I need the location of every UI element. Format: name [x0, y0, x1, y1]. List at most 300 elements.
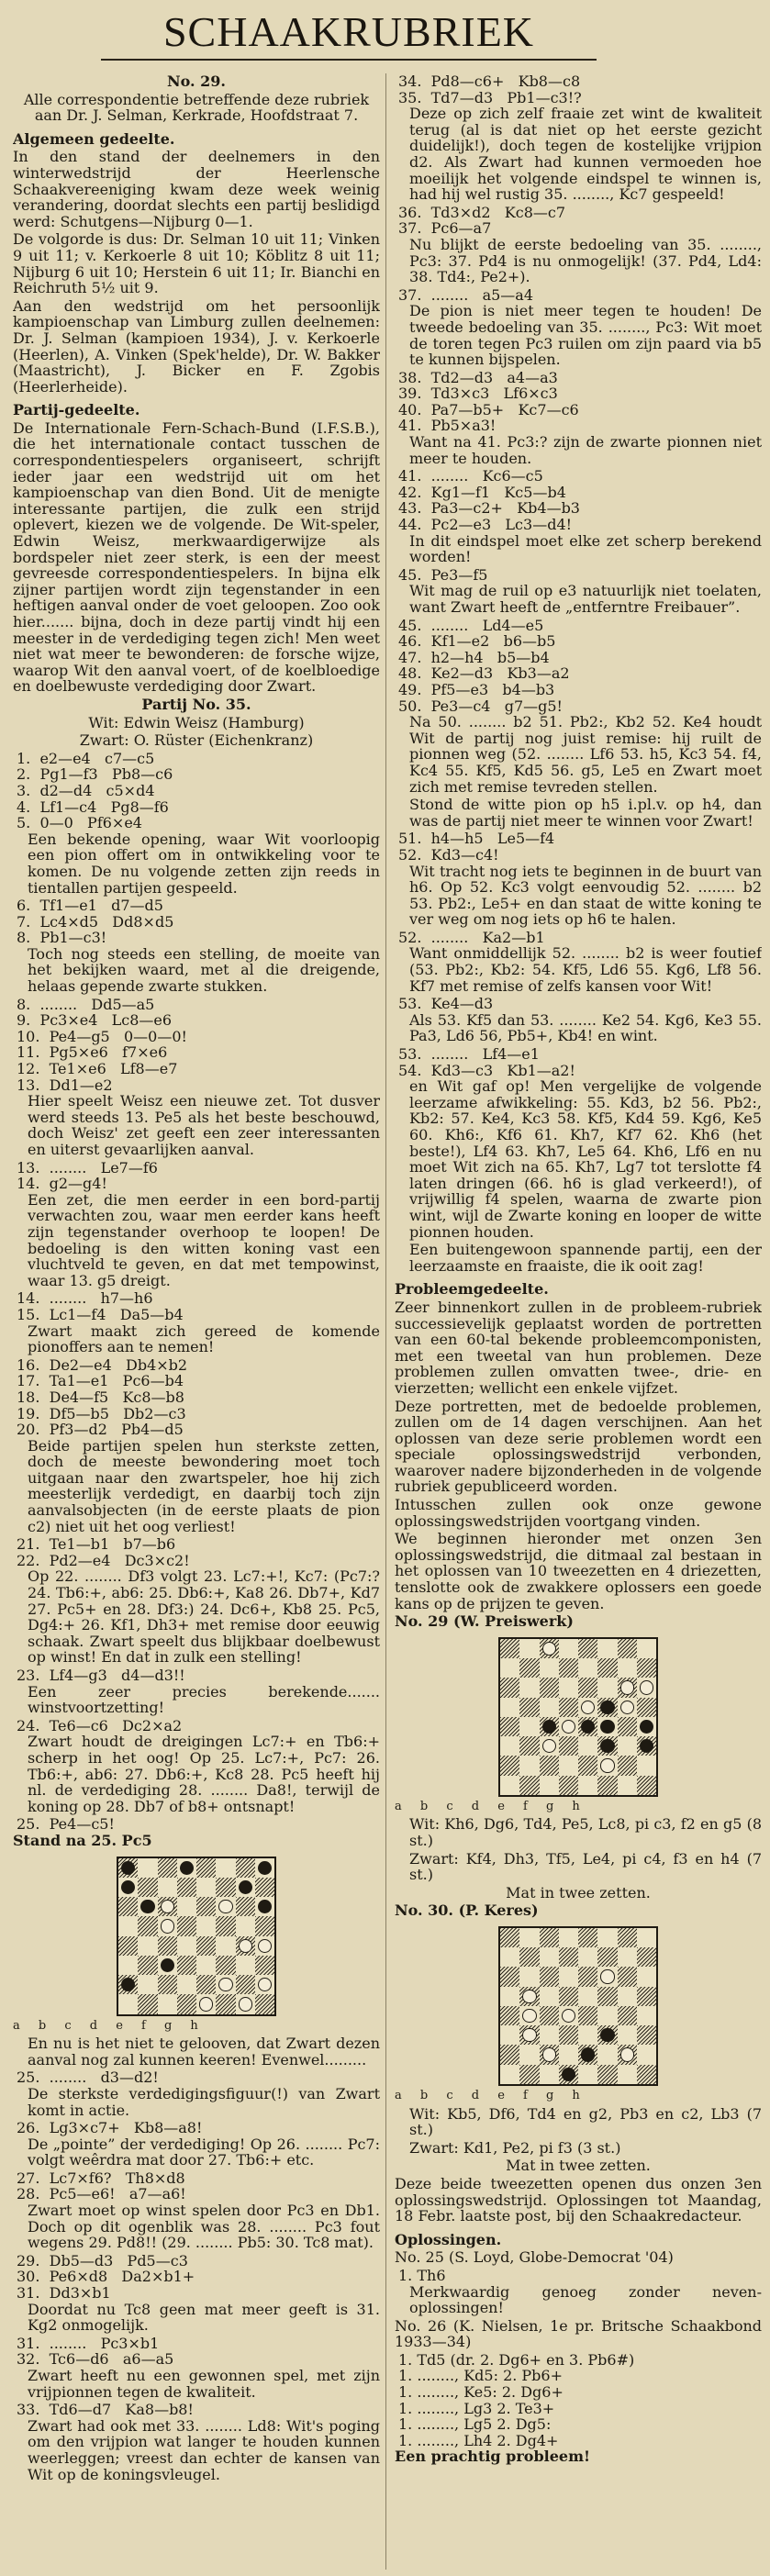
move: 6. Tf1—e1 d7—d5 — [17, 897, 163, 915]
board-square — [540, 1776, 559, 1795]
comment: Een buitengewoon spannende partij, een der leerzaamste en fraaiste, die ik ooit zag! — [409, 1241, 762, 1275]
move: 14. g2—g4! — [17, 1175, 107, 1193]
board-square — [158, 1897, 177, 1916]
move: 32. Tc6—d6 a6—a5 — [17, 2350, 174, 2369]
board-square — [138, 1975, 157, 1994]
comment: Beide partijen spelen hun sterkste zetten, doch de meeste bewondering moet toch uitgaan naar den zwartspeler, hoe hij zich meesterlijk verdedigt, en daarbij toch zijn aanvalsobjecten (in de eerste plaats de pion c2) niet uit het oog verliest! — [28, 1436, 380, 1535]
board-square — [177, 1858, 196, 1878]
board-square — [637, 2045, 656, 2064]
solution-line: 1. ........, Lg3 2. Te3+ — [398, 2399, 555, 2417]
move: 53. Ke4—d3 — [398, 995, 494, 1013]
board-square — [196, 1936, 216, 1956]
problem-30-black: Zwart: Kd1, Pe2, pi f3 (3 st.) — [409, 2138, 621, 2157]
white-piece-icon — [239, 1939, 252, 1953]
move: 15. Lc1—f4 Da5—b4 — [17, 1305, 184, 1323]
black-player: Zwart: O. Rüster (Eichenkranz) — [79, 731, 314, 750]
board-square — [519, 1776, 539, 1795]
comment: Zwart houdt de dreigingen Lc7:+ en Tb6:+ scherp in het oog! Op 25. Lc7:+, Pc7: 26. Tb6:+, ab6: 27. Db6:+, Kc8 28. Pc5 heeft hij nl. de verdediging 28. ........ Da8!, terwijl de koning op 28. Db7 of b8+ ontsnapt! — [28, 1733, 380, 1815]
issue-number: No. 29. — [167, 73, 226, 90]
white-piece-icon — [542, 1642, 556, 1656]
board-square — [540, 1967, 559, 1986]
solution-line: No. 25 (S. Loyd, Globe-Democrat '04) — [395, 2248, 674, 2267]
move: 44. Pc2—e3 Lc3—d4! — [398, 516, 573, 534]
game-title: Partij No. 35. — [141, 695, 251, 713]
black-piece-icon — [258, 1861, 272, 1875]
board-square — [118, 1975, 138, 1994]
board-square — [618, 1698, 637, 1717]
paragraph: Deze portretten, met de bedoelde problemen, zullen om de 14 dagen verschijnen. Aan het oplossen van deze serie problemen wordt een speciale oplossingswedstrijd verbonden, waarover nadere bijzonderheden in de volgende rubriek gepubliceerd worden. — [395, 1397, 762, 1496]
board-square — [540, 1947, 559, 1967]
black-piece-icon — [180, 1861, 194, 1875]
board-square — [637, 1967, 656, 1986]
move: 11. Pg5×e6 f7×e6 — [17, 1043, 168, 1062]
problem-30-title: No. 30. (P. Keres) — [395, 1901, 539, 1920]
board-square — [138, 1936, 157, 1956]
problem-29-white: Wit: Kh6, Dg6, Td4, Pe5, Lc8, pi c3, f2 en g5 (8 st.) — [409, 1815, 762, 1849]
board-square — [196, 1994, 216, 2013]
move: 48. Ke2—d3 Kb3—a2 — [398, 664, 570, 683]
board-square — [236, 1897, 255, 1916]
move: 19. Df5—b5 Db2—c3 — [17, 1404, 186, 1422]
comment: en Wit gaf op! Men vergelijke de volgende leerzame afwikkeling: 55. Kd3, b2 56. Pb2:, Kb2: 57. Ke4, Kc3 58. Kf5, Kd4 59. Kg6, Ke5 60. Kh6:, Kf6 61. Kh7, Kf7 62. Kh6 (het beste!), Lf4 63. Kh7, Le5 64. Kh6, Lf6 en nu moet Wit zich na 65. Kh7, Lg7 tot terslotte f4 laten dringen (66. h6 is glad verkeerd!), of vrijwillig f4 spelen, waarna de zwarte pion wint, wijl de Zwarte koning en looper de witte pionnen houden. — [409, 1077, 762, 1241]
problem-29-black: Zwart: Kf4, Dh3, Tf5, Le4, pi c4, f3 en h4 (7 st.) — [409, 1849, 762, 1884]
black-piece-icon — [581, 2047, 595, 2061]
comment: Op 22. ........ Df3 volgt 23. Lc7:+!, Kc7: (Pc7:? 24. Tb6:+, ab6: 25. Db6:+, Ka8 26. Db7+, Kd7 27. Pc5+ en 28. Df3:) 24. Dc6+, Kb8 25. Pc5, Dg4:+ 26. Kf1, Dh3+ met remise door eeuwig schaak. Zwart speelt dus blijkbaar doelbewust op winst! En dat in zulk een stelling! — [28, 1567, 380, 1667]
white-piece-icon — [218, 1900, 232, 1913]
comment: Na 50. ........ b2 51. Pb2:, Kb2 52. Ke4 houdt Wit de partij nog juist remise: hij ruilt de pionnen weg (52. ........ Lf6 53. h5, Kc3 54. f4, Kc4 55. Kf5, Kd5 56. g5, Le5 en Zwart moet zich met remise tevreden stellen. — [409, 713, 762, 796]
board-square — [500, 1928, 519, 1947]
board-square — [578, 1678, 597, 1697]
board-square — [559, 2045, 578, 2064]
move: 39. Td3×c3 Lf6×c3 — [398, 385, 558, 403]
board-square — [618, 2045, 637, 2064]
board-square — [597, 1987, 617, 2006]
comment: Want na 41. Pc3:? zijn de zwarte pionnen niet meer te houden. — [409, 433, 762, 467]
solution-line: 1. Th6 — [398, 2266, 446, 2284]
board-square — [578, 2045, 597, 2064]
move: 9. Pc3×e4 Lc8—e6 — [17, 1011, 173, 1030]
board-square — [559, 1717, 578, 1736]
board-square — [637, 1756, 656, 1775]
board-square — [519, 1947, 539, 1967]
board-square — [196, 1975, 216, 1994]
move: 20. Pf3—d2 Pb4—d5 — [17, 1421, 184, 1439]
board-square — [519, 1639, 539, 1658]
move: 45. Pe3—f5 — [398, 565, 488, 584]
section-heading-general: Algemeen gedeelte. — [13, 129, 175, 148]
board-square — [597, 1658, 617, 1678]
comment: Deze op zich zelf fraaie zet wint de kwaliteit terug (al is dat niet op het eerste gezicht duidelijk!), doch tegen de kostelijke vrijpion d2. Als Zwart had kunnen vermoeden hoe moeilijk het volgende eindspel te winnen is, had hij wel rustig 35. ........, Kc7 gespeeld! — [409, 105, 762, 204]
board-square — [578, 1947, 597, 1967]
comment: Een zeer precies berekende....... winstvoortzetting! — [28, 1682, 380, 1717]
comment: Nu blijkt de eerste bedoeling van 35. ........, Pc3: 37. Pd4 is nu onmogelijk! (37. Pd4, Ld4: 38. Td4:, Pe2+). — [409, 235, 762, 286]
board-square — [597, 2025, 617, 2045]
board-square — [597, 1756, 617, 1775]
board-square — [196, 1878, 216, 1897]
board-square — [255, 1994, 274, 2013]
board-square — [559, 1928, 578, 1947]
board-square — [236, 1936, 255, 1956]
board-square — [519, 1928, 539, 1947]
move: 51. h4—h5 Le5—f4 — [398, 830, 555, 848]
comment: In dit eindspel moet elke zet scherp berekend worden! — [409, 531, 762, 566]
board-square — [618, 1678, 637, 1697]
board-square — [540, 1736, 559, 1756]
board-file-labels: a b c d e f g h — [13, 2018, 206, 2033]
move: 2. Pg1—f3 Pb8—c6 — [17, 765, 173, 784]
comment: Doordat nu Tc8 geen mat meer geeft is 31. Kg2 onmogelijk. — [28, 2300, 380, 2335]
board-square — [236, 1858, 255, 1878]
move: 41. ........ Kc6—c5 — [398, 467, 543, 485]
board-square — [559, 1658, 578, 1678]
comment: Wit tracht nog iets te beginnen in de buurt van h6. Op 52. Kc3 volgt eenvoudig 52. ........ b2 53. Pb2:, Le5+ en dan staat de witte koning te ver weg om nog iets op h6 te halen. — [409, 862, 762, 929]
move: 40. Pa7—b5+ Kc7—c6 — [398, 400, 579, 418]
board-square — [618, 1736, 637, 1756]
board-square — [500, 1776, 519, 1795]
board-square — [519, 2006, 539, 2025]
board-file-labels: a b c d e f g h — [395, 1799, 587, 1813]
board-square — [540, 2025, 559, 2045]
board-square — [236, 1975, 255, 1994]
board-square — [578, 1698, 597, 1717]
move: 49. Pf5—e3 b4—b3 — [398, 680, 555, 698]
move: 38. Td2—d3 a4—a3 — [398, 368, 558, 386]
board-square — [118, 1956, 138, 1975]
board-square — [138, 1956, 157, 1975]
move: 31. ........ Pc3×b1 — [17, 2334, 160, 2352]
board-square — [118, 1916, 138, 1935]
board-square — [637, 1658, 656, 1678]
paragraph: Zeer binnenkort zullen in de probleem-rubriek successievelijk geplaatst worden de portretten van een 60-tal bekende probleemcomponisten, met een tweetal van hun problemen. Deze problemen zullen omvatten twee-, drie- en vierzetten; wellicht een enkele vijfzet. — [395, 1298, 762, 1397]
board-square — [540, 1928, 559, 1947]
move: 18. De4—f5 Kc8—b8 — [17, 1388, 184, 1406]
board-square — [519, 1967, 539, 1986]
board-square — [618, 2065, 637, 2084]
board-square — [500, 2025, 519, 2045]
move: 21. Te1—b1 b7—b6 — [17, 1535, 176, 1554]
board-square — [216, 1858, 235, 1878]
comment: Zwart heeft nu een gewonnen spel, met zijn vrijpionnen tegen de kwaliteit. — [28, 2367, 380, 2401]
solution-line: 1. ........, Lh4 2. Dg4+ — [398, 2431, 559, 2449]
board-square — [138, 1897, 157, 1916]
board-square — [216, 1956, 235, 1975]
section-heading-solutions: Oplossingen. — [395, 2230, 502, 2248]
problem-29-title: No. 29 (W. Preiswerk) — [395, 1612, 574, 1631]
paragraph: We beginnen hieronder met onzen 3en oplossingswedstrijd, die ditmaal zal bestaan in het oplossen van 10 tweezetten en 4 driezetten, tenslotte ook de zwakkere oplossers een goede kans op de prijzen te geven. — [395, 1530, 762, 1612]
black-piece-icon — [640, 1739, 653, 1753]
column-divider — [385, 73, 386, 2570]
black-piece-icon — [600, 1739, 614, 1753]
board-square — [177, 1994, 196, 2013]
board-square — [618, 1987, 637, 2006]
board-square — [540, 1987, 559, 2006]
board-square — [597, 1967, 617, 1986]
board-square — [138, 1916, 157, 1935]
board-square — [255, 1897, 274, 1916]
white-piece-icon — [620, 2047, 634, 2061]
board-square — [597, 2065, 617, 2084]
move: 54. Kd3—c3 Kb1—a2! — [398, 1061, 575, 1079]
solution-closing: Een prachtig probleem! — [395, 2448, 591, 2466]
board-square — [138, 1858, 157, 1878]
board-square — [500, 2065, 519, 2084]
move: 45. ........ Ld4—e5 — [398, 616, 544, 634]
problem-30-white: Wit: Kb5, Df6, Td4 en g2, Pb3 en c2, Lb3 (7 st.) — [409, 2104, 762, 2139]
board-square — [618, 1658, 637, 1678]
board-file-labels: a b c d e f g h — [395, 2088, 587, 2102]
black-piece-icon — [562, 2068, 575, 2081]
comment: Zwart had ook met 33. ........ Ld8: Wit's poging om den vrijpion wat langer te houden kunnen weerleggen; vreest dan echter de kansen van Wit op de koningsvleugel. — [28, 2416, 380, 2483]
board-square — [597, 2006, 617, 2025]
board-square — [255, 1956, 274, 1975]
black-piece-icon — [640, 1720, 653, 1734]
solution-line: Merkwaardig genoeg zonder neven-oplossingen! — [409, 2282, 762, 2317]
move: 27. Lc7×f6? Th8×d8 — [17, 2169, 185, 2187]
black-piece-icon — [600, 1701, 614, 1714]
white-piece-icon — [522, 2028, 536, 2042]
board-square — [540, 1639, 559, 1658]
board-square — [236, 1916, 255, 1935]
move: 31. Dd3×b1 — [17, 2284, 111, 2303]
board-square — [578, 2006, 597, 2025]
move: 12. Te1×e6 Lf8—e7 — [17, 1060, 178, 1078]
move: 33. Td6—d7 Ka8—b8! — [17, 2401, 194, 2419]
move: 43. Pa3—c2+ Kb4—b3 — [398, 499, 580, 518]
comment: Hier speelt Weisz een nieuwe zet. Tot dusver werd steeds 13. Pe5 als het beste beschouwd, doch Weisz' zet geeft een zeer interessanten en uiterst gevaarlijken aanval. — [28, 1092, 380, 1158]
solution-line: No. 26 (K. Nielsen, 1e pr. Britsche Schaakbond 1933—34) — [395, 2316, 762, 2351]
board-square — [519, 1658, 539, 1678]
move: 52. Kd3—c4! — [398, 845, 499, 864]
board-square — [500, 1756, 519, 1775]
board-square — [578, 1756, 597, 1775]
white-piece-icon — [542, 1739, 556, 1753]
section-heading-problem: Probleemgedeelte. — [395, 1280, 549, 1299]
move: 36. Td3×d2 Kc8—c7 — [398, 203, 566, 221]
board-square — [118, 1936, 138, 1956]
board-square — [500, 2045, 519, 2064]
problem-29-diagram — [498, 1637, 658, 1797]
right-column — [395, 73, 762, 2570]
move: 7. Lc4×d5 Dd8×d5 — [17, 912, 174, 931]
black-piece-icon — [121, 1861, 135, 1875]
paragraph: Intusschen zullen ook onze gewone oplossingswedstrijden voortgang vinden. — [395, 1496, 762, 1530]
move: 30. Pe6×d8 Da2×b1+ — [17, 2268, 195, 2286]
board-square — [519, 1736, 539, 1756]
board-square — [578, 2065, 597, 2084]
comment: Zwart moet op winst spelen door Pc3 en Db1. Doch op dit ogenblik was 28. ........ Pc3 fout wegens 29. Pd8!! (29. ........ Pb5: 30. Tc8 mat). — [28, 2202, 380, 2252]
problem-30-diagram — [498, 1926, 658, 2086]
white-piece-icon — [562, 2009, 575, 2023]
board-square — [158, 1994, 177, 2013]
board-square — [618, 1947, 637, 1967]
board-square — [578, 1776, 597, 1795]
problem-29-goal: Mat in twee zetten. — [506, 1883, 651, 1901]
board-square — [618, 1717, 637, 1736]
left-column — [13, 73, 380, 2570]
solution-line: 1. ........, Kd5: 2. Pb6+ — [398, 2367, 564, 2385]
paragraph: De volgorde is dus: Dr. Selman 10 uit 11; Vinken 9 uit 11; v. Kerkoerle 8 uit 10; Köblitz 8 uit 11; Nijburg 6 uit 10; Herstein 6 uit 11; Ir. Bianchi en Reichruth 5½ uit 9. — [13, 230, 380, 297]
board-square — [559, 1947, 578, 1967]
board-square — [637, 1678, 656, 1697]
board-square — [236, 1878, 255, 1897]
board-square — [559, 2065, 578, 2084]
board-square — [597, 1947, 617, 1967]
comment: De pion is niet meer tegen te houden! De tweede bedoeling van 35. ........, Pc3: Wit moet de toren tegen Pc3 ruilen om zijn paard via b5 te kunnen bijspelen. — [409, 302, 762, 369]
white-piece-icon — [640, 1680, 653, 1694]
board-square — [519, 2025, 539, 2045]
white-piece-icon — [562, 1720, 575, 1734]
board-square — [519, 2065, 539, 2084]
board-square — [500, 1698, 519, 1717]
board-square — [158, 1975, 177, 1994]
black-piece-icon — [121, 1978, 135, 1991]
board-square — [637, 1987, 656, 2006]
white-piece-icon — [600, 1969, 614, 1983]
white-piece-icon — [620, 1701, 634, 1714]
board-square — [500, 1947, 519, 1967]
comment: En nu is het niet te gelooven, dat Zwart dezen aanval nog zal kunnen keeren! Evenwel......... — [28, 2035, 380, 2069]
board-square — [255, 1916, 274, 1935]
move: 24. Te6—c6 Dc2×a2 — [17, 1716, 183, 1734]
board-square — [177, 1956, 196, 1975]
white-piece-icon — [522, 1990, 536, 2003]
move: 34. Pd8—c6+ Kb8—c8 — [398, 73, 581, 90]
board-square — [540, 2045, 559, 2064]
comment: De sterkste verdedigingsfiguur(!) van Zwart komt in actie. — [28, 2084, 380, 2119]
move: 29. Db5—d3 Pd5—c3 — [17, 2251, 188, 2269]
white-player: Wit: Edwin Weisz (Hamburg) — [88, 713, 305, 731]
board-square — [559, 1639, 578, 1658]
move: 4. Lf1—c4 Pg8—f6 — [17, 797, 169, 816]
board-square — [618, 1639, 637, 1658]
black-piece-icon — [239, 1880, 252, 1894]
board-square — [519, 1678, 539, 1697]
board-square — [177, 1975, 196, 1994]
move: 35. Td7—d3 Pb1—c3!? — [398, 88, 582, 106]
board-square — [618, 1756, 637, 1775]
board-square — [637, 1639, 656, 1658]
comment: Toch nog steeds een stelling, de moeite van het bekijken waard, met al die dreigende, helaas gepende zwarte stukken. — [28, 944, 380, 996]
board-square — [597, 1678, 617, 1697]
white-piece-icon — [258, 1978, 272, 1991]
board-square — [158, 1956, 177, 1975]
board-square — [255, 1858, 274, 1878]
move: 8. Pb1—c3! — [17, 929, 107, 947]
move: 26. Lg3×c7+ Kb8—a8! — [17, 2119, 203, 2137]
board-square — [559, 1736, 578, 1756]
board-square — [519, 1717, 539, 1736]
board-square — [597, 1928, 617, 1947]
board-square — [597, 1776, 617, 1795]
board-square — [540, 2065, 559, 2084]
board-square — [138, 1878, 157, 1897]
move: 42. Kg1—f1 Kc5—b4 — [398, 483, 566, 501]
board-square — [500, 1678, 519, 1697]
board-square — [216, 1878, 235, 1897]
white-piece-icon — [161, 1900, 174, 1913]
rubric-title: SCHAAKRUBRIEK — [162, 8, 535, 55]
comment: Zwart maakt zich gereed de komende pionoffers aan te nemen! — [28, 1321, 380, 1356]
paragraph: De Internationale Fern-Schach-Bund (I.F.S.B.), die het internationale contact tusschen de correspondentiespelers organiseert, schrijft ieder jaar een wedstrijd uit om het kampioenschap van dien Bond. Uit de menigte interessante partijen, die zulk een strijd oplevert, kiezen we de volgende. De Wit-speler, Edwin Weisz, merkwaardigerwijze als bordspeler niet zeer sterk, is een der meest gevreesde correspondentiespelers. In bijna elk zijner partijen wordt zijn tegenstander in een heftigen aanval onder de voet geloopen. Zoo ook hier....... bijna, doch in deze partij vindt hij een meester in de verdediging tegen zich! Men weet niet wat meer te bewonderen: de forsche wijze, waarop Wit den aanval voert, of de koelbloedige en doelbewuste verdediging door Zwart. — [13, 418, 380, 696]
board-square — [597, 1698, 617, 1717]
board-square — [559, 1776, 578, 1795]
board-square — [236, 1994, 255, 2013]
board-square — [540, 1658, 559, 1678]
move: 53. ........ Lf4—e1 — [398, 1045, 540, 1064]
board-square — [637, 1736, 656, 1756]
move: 16. De2—e4 Db4×b2 — [17, 1355, 188, 1374]
board-square — [216, 1975, 235, 1994]
board-square — [519, 1698, 539, 1717]
white-piece-icon — [542, 2047, 556, 2061]
board-square — [559, 1678, 578, 1697]
black-piece-icon — [600, 1720, 614, 1734]
board-square — [500, 1717, 519, 1736]
solution-line: 1. Td5 (dr. 2. Dg6+ en 3. Pb6#) — [398, 2350, 635, 2369]
move: 3. d2—d4 c5×d4 — [17, 781, 155, 799]
black-piece-icon — [121, 1880, 135, 1894]
board-square — [540, 1698, 559, 1717]
board-square — [540, 1678, 559, 1697]
title-rule — [101, 59, 597, 61]
white-piece-icon — [600, 1758, 614, 1772]
board-square — [118, 1878, 138, 1897]
comment: Wit mag de ruil op e3 natuurlijk niet toelaten, want Zwart heeft de „entferntre Freibauer”. — [409, 582, 762, 616]
move: 22. Pd2—e4 Dc3×c2! — [17, 1551, 190, 1569]
move: 50. Pe3—c4 g7—g5! — [398, 697, 563, 715]
board-square — [597, 1639, 617, 1658]
board-square — [500, 1967, 519, 1986]
board-square — [500, 2006, 519, 2025]
move: 37. ........ a5—a4 — [398, 285, 533, 304]
board-square — [118, 1897, 138, 1916]
move: 52. ........ Ka2—b1 — [398, 928, 545, 946]
board-square — [519, 2045, 539, 2064]
white-piece-icon — [239, 1997, 252, 2011]
board-square — [618, 1928, 637, 1947]
board-square — [559, 2006, 578, 2025]
board-square — [578, 1987, 597, 2006]
diagram-caption: Stand na 25. Pc5 — [13, 1831, 152, 1849]
solution-line: 1. ........, Ke5: 2. Dg6+ — [398, 2383, 564, 2402]
board-square — [637, 1928, 656, 1947]
board-square — [196, 1858, 216, 1878]
board-square — [216, 1916, 235, 1935]
board-square — [138, 1994, 157, 2013]
board-square — [637, 1698, 656, 1717]
board-square — [519, 1987, 539, 2006]
board-square — [500, 1987, 519, 2006]
board-square — [177, 1897, 196, 1916]
move: 46. Kf1—e2 b6—b5 — [398, 632, 556, 651]
board-square — [618, 2025, 637, 2045]
board-square — [216, 1994, 235, 2013]
comment: Want onmiddellijk 52. ........ b2 is weer foutief (53. Pb2:, Kb2: 54. Kf5, Ld6 55. Kg6, Lf8 56. Kf7 met remise of zelfs kansen voor Wit! — [409, 944, 762, 995]
board-square — [578, 1717, 597, 1736]
board-square — [578, 1967, 597, 1986]
board-square — [519, 1756, 539, 1775]
board-square — [196, 1956, 216, 1975]
move: 8. ........ Dd5—a5 — [17, 995, 155, 1013]
paragraph: In den stand der deelnemers in den winterwedstrijd der Heerlensche Schaakvereeniging kwam deze week weinig verandering, doordat slechts een partij beslidigd werd: Schutgens—Nijburg 0—1. — [13, 148, 380, 230]
board-square — [500, 1658, 519, 1678]
move: 23. Lf4—g3 d4—d3!! — [17, 1667, 185, 1684]
comment: Als 53. Kf5 dan 53. ........ Ke2 54. Kg6, Ke3 55. Pa3, Ld6 56, Pb5+, Kb4! en wint. — [409, 1010, 762, 1045]
board-square — [559, 1967, 578, 1986]
board-square — [637, 2006, 656, 2025]
move: 28. Pc5—e6! a7—a6! — [17, 2185, 186, 2203]
move: 25. ........ d3—d2! — [17, 2069, 159, 2087]
